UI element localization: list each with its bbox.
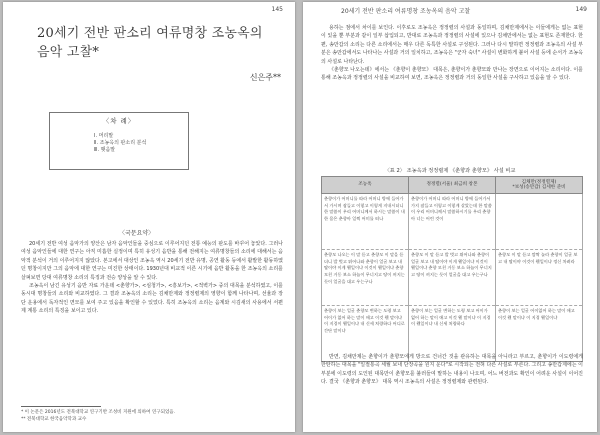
- article-title: 20세기 전반 판소리 여류명창 조농옥의 음악 고찰*: [37, 26, 263, 60]
- running-head: 20세기 전반 판소리 여류명창 조농옥의 음악 고찰: [341, 8, 471, 15]
- table-cell: 춘향이가 어머니 따라 어머니 방에 들어가서 가지 잠들고 이렇고 이렇게 살았는데 한 말씀이 우리 어머니께서 말씀하시기를 우리 춘향아 너는 어린 것이: [409, 194, 496, 250]
- toc-item: Ⅲ. 맺음말: [94, 147, 116, 153]
- table-cell: 춘향이 보는 얼굴 어이없어 하는 말이 애고 이것 웬 말이냐 이 지경 웬일이냐: [496, 306, 583, 362]
- right-page: [303, 2, 597, 432]
- abstract-paragraph: 조농옥이 남긴 유성기 음반 자료 가운데 <춘향가>, <심청가>, <흥보가>, <적벽가> 중의 대목을 분석하였고, 이를 동시대 명창들의 소리와 비교하였다. 그 결과 조농옥의 소리는 김채만제와 정정렬제의 영향이 함께 나타나며, 선율과 장단 운용에서 독자적인 면모를 보여 주고 있음을 확인할 수 있었다. 특히 조농옥의 소리는 음계와 시김새의 사용에서 서편제 계통 소리의 특징을 보이고 있다.: [21, 283, 283, 315]
- abstract-paragraph: 20세기 전반 여성 음악가의 양산은 남자 음악인들을 중심으로 이루어지던 전통 예능의 판도를 바꾸어 놓았다. 그러나 여성 음악인들에 대한 연구는 아직 미흡한 실정이며 특히 유성기 음반을 통해 전해지는 여류명창들의 소리에 대해서는 음악적 분석이 거의 이루어지지 않았다. 본고에서 대상인 조농옥 역시 20세기 전반 유명, 공연 활동 등에서 활발한 활동하였던 명창이지만 그의 음악에 대한 연구는 미진한 상태이다. 1930년대 비교적 이른 시기에 음반 활동을 한 조농옥의 소리를 살펴보면 당대 여류명창 소리의 특징과 전승 양상을 알 수 있다.: [21, 241, 283, 281]
- body-paragraph: 《춘향모 나오는데》에서는 《춘향이 춘향모》 대목은, 춘향이가 춘향모와 만나는 장면으로 이어지는 소리이다. 이를 통해 조농옥과 정정렬의 사설을 비교하여 보면, 조농옥은 정정렬과 거의 동일한 사설을 구사하고 있음을 알 수 있다.: [321, 67, 583, 82]
- toc-heading: 〈차 례〉: [102, 117, 136, 125]
- footnote: * 이 논문은 2016년도 전북대학교 연구기반 조성비 지원에 의하여 연구되었음.: [21, 410, 176, 415]
- toc-item: Ⅱ. 조농옥의 판소리 분석: [94, 140, 147, 146]
- table-header-row: [322, 177, 583, 194]
- table-cell: 춘향모 이 말 듣고 발 벗고 뛰어나와 춘향이 얼굴 보고 내 딸이야 이게 웬일이냐 이것이 웬일이냐 춘향 모친 거동 보소 하늘이 무너지고 땅이 꺼지는 듯이 얼굴을 대고 우는구나: [409, 250, 496, 306]
- table-cell: [496, 194, 583, 250]
- footnotes: [21, 409, 283, 423]
- page-number: 145: [271, 6, 283, 13]
- table-of-contents: [49, 112, 189, 170]
- table-header-cell: 김채만(정정렬제) *보성(송만갑) 김세한 준비: [496, 177, 583, 194]
- table-header-cell: 조농옥: [322, 177, 409, 194]
- table-cell: 춘향모 나오는 이 말 듣고 춘향모 이 말을 듣더니 발 벗고 뛰어나와 춘향이 얼굴 보고 내 딸이야 이게 웬일이냐 이것이 웬일이냐 춘향 모친 거동 보소 하늘이 무너지고 땅이 꺼지는 듯이 얼굴을 대고 우는구나: [322, 250, 409, 306]
- left-page: [3, 2, 295, 432]
- table-row: [322, 194, 583, 250]
- table-cell: 춘향이 보는 얼굴 춘향모 변하는 도령 보고 어이가 없어 하는 말이 애고 이것 웬 말이냐 이 지경이 웬일이냐 내 신세 처량하다 어디로 간단 말이냐: [322, 306, 409, 362]
- table-cell: 춘향모 이 말 듣고 깜짝 놀라 춘향이 얼굴 보고 내 딸이야 이것이 웬일이냐 정신 차려라: [496, 250, 583, 306]
- author-name: 신은주**: [249, 73, 281, 82]
- toc-item: Ⅰ. 머리말: [94, 133, 114, 139]
- comparison-table: [321, 176, 583, 362]
- body-text-bottom: [321, 353, 583, 431]
- table-caption: 〈표 2〉 조농옥과 정정렬제 《춘향과 춘향모》 사설 비교: [384, 168, 516, 174]
- toc-list: [94, 133, 188, 154]
- abstract-body: [21, 240, 283, 390]
- body-paragraph: 반면, 김채만제는 춘향이가 춘향모에게 방으로 건너간 것을 관유하는 대목을 아니라고 부르고, 춘향이가 이도령에게 한탄하는 대목을 "일절통곡 세월 보내 단장곡을 원지 운다"로 시작되는 전혀 다른 사설로 부른다. 그리고 송만갑제에는 이 부분에 이도령의 도인된 대목만이 춘향모를 불러들여 말하는 내용이 나오며, 어느 버전과도 확인이 어려운 사설이 이어진다. 결국 《춘향과 춘향모》 대목 역시 조농옥의 사설은 정정렬제와 관련된다.: [321, 354, 583, 386]
- table-row: [322, 250, 583, 306]
- body-text-top: [321, 24, 583, 146]
- page-number: 149: [575, 6, 587, 13]
- table-header-cell: 정정렬(서울) 최금희 창본: [409, 177, 496, 194]
- footnote: ** 전북대학교 한국음악학과 교수: [21, 417, 87, 422]
- abstract-heading: 〈국문요약〉: [119, 230, 155, 237]
- body-paragraph: 용하는 점에서 차이를 보인다. 이후로도 조농옥은 정정렬의 사설과 동일하며, 김채만제에서는 이들에게는 없는 표현이 있을 뿐 부분과 같이 일부 삽입되고, 반대로 조농옥과 정정렬의 사설에 있으나 김채만에서는 없는 표현도 존재한다. 한편, 송만갑의 소리는 다른 소리에서는 매우 다른 독특한 사설로 구성된다. 그러나 다시 말하면 정정렬과 조농옥의 사설 부분은 송만갑에서도 나타나는 사설과 거의 일치하고, 조농옥은 "군자 숙녀" 사설이 변화하게 붙어 사설 등에 순서가 조농옥의 사설로 나타난다.: [321, 25, 583, 65]
- table-cell: 춘향이 보는 얼굴 변하는 도령 보고 어이가 없어 하는 말이 애고 이것 웬 말이냐 이 지경이 웬일이냐 내 신세 처량하다: [409, 306, 496, 362]
- table-cell: 춘향이가 어머니를 따라 어머니 방에 들어가서 가시며 잠들고 이렇고 이렇게 지내시더니 한 말씀이 우리 어머니께서 하시는 말씀이 내 한 몸은 춘향아 일찍 어미를 떠나: [322, 194, 409, 250]
- footnote-divider: [21, 406, 101, 407]
